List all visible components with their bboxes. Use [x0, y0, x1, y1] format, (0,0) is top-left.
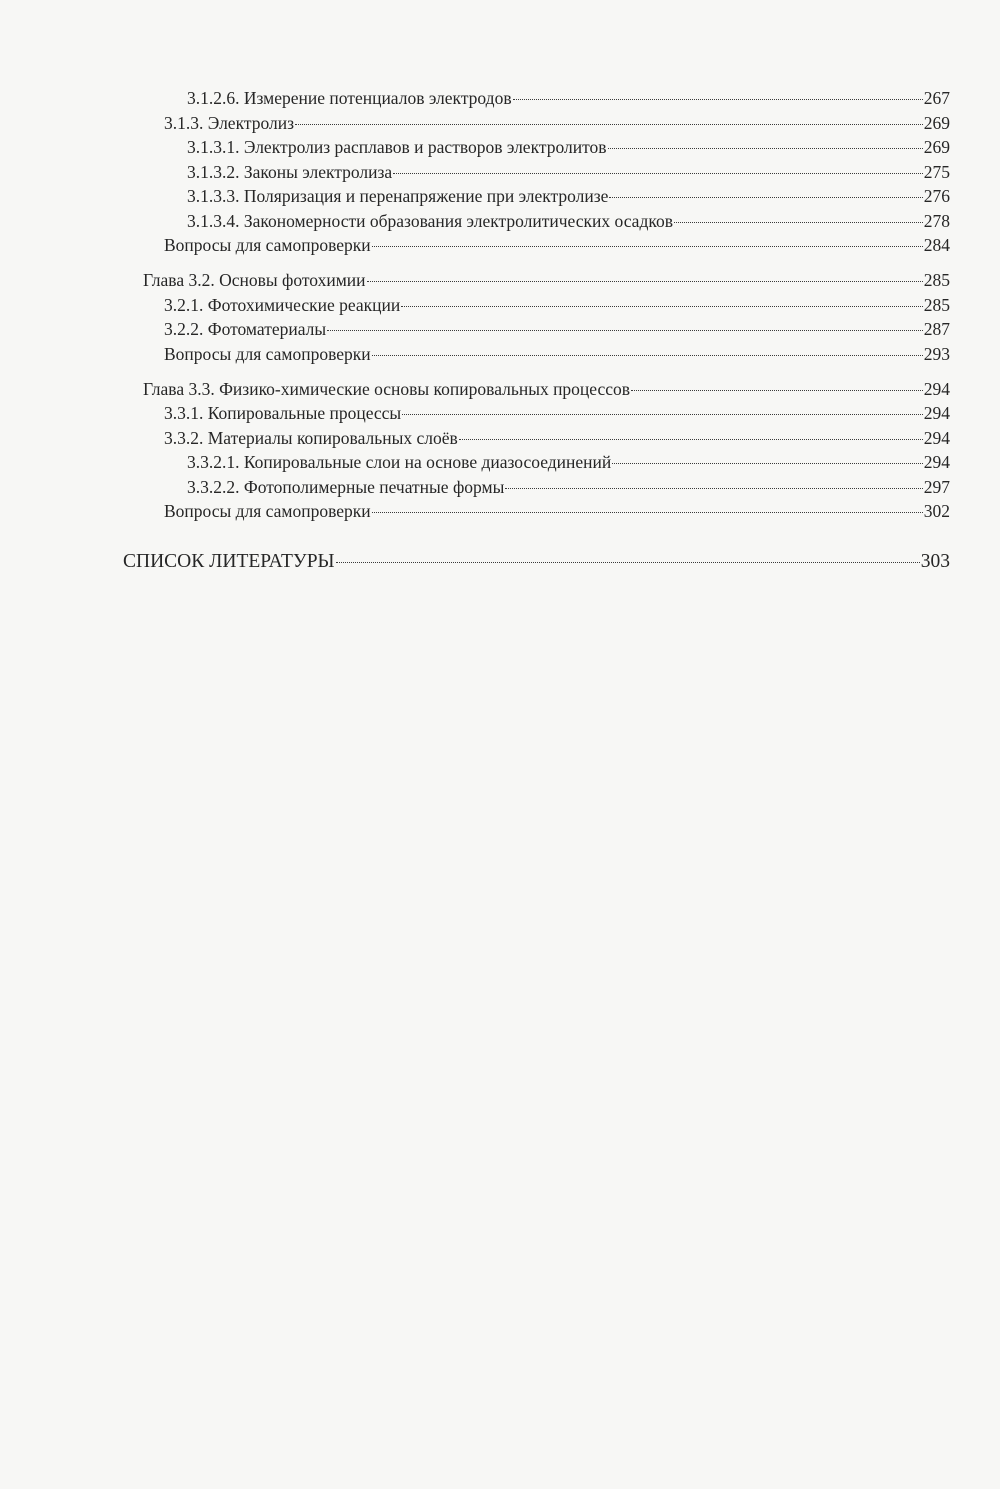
toc-entry — [187, 209, 950, 233]
toc-entry — [143, 377, 950, 401]
dot-leader — [336, 562, 920, 563]
toc-entry-page: 267 — [923, 88, 950, 108]
dot-leader — [327, 330, 923, 331]
dot-leader — [393, 173, 923, 174]
toc-entry-title: СПИСОК ЛИТЕРАТУРЫ — [123, 551, 335, 572]
dot-leader — [459, 439, 923, 440]
toc-entry-page: 294 — [923, 452, 950, 472]
toc-entry-title: 3.1.3.3. Поляризация и перенапряжение при электролизе — [187, 186, 609, 206]
dot-leader — [372, 512, 923, 513]
toc-entry-title: 3.1.3.2. Законы электролиза — [187, 162, 393, 182]
toc-entry — [187, 135, 950, 159]
toc-entry-title: 3.3.2.2. Фотополимерные печатные формы — [187, 477, 505, 497]
toc-entry-page: 294 — [923, 403, 950, 423]
toc-entry — [187, 184, 950, 208]
dot-leader — [513, 99, 923, 100]
toc-entry-title: 3.1.3.4. Закономерности образования электролитических осадков — [187, 211, 673, 231]
toc-entry-page: 297 — [923, 477, 950, 497]
toc-entry-page: 287 — [923, 319, 950, 339]
toc-entry-page: 269 — [923, 137, 950, 157]
dot-leader — [612, 463, 922, 464]
dot-leader — [631, 390, 923, 391]
toc-entry-title: 3.3.1. Копировальные процессы — [164, 403, 402, 423]
toc-entry-page: 275 — [923, 162, 950, 182]
toc-entry — [187, 86, 950, 110]
toc-entry-title: Глава 3.3. Физико-химические основы копировальных процессов — [143, 379, 631, 399]
toc-entry-page: 278 — [923, 211, 950, 231]
dot-leader — [505, 488, 922, 489]
toc-entry-page: 294 — [923, 379, 950, 399]
toc-entry — [187, 475, 950, 499]
toc-entry — [164, 293, 950, 317]
toc-entry-page: 303 — [920, 551, 950, 572]
toc-entry-title: 3.1.3. Электролиз — [164, 113, 294, 133]
toc-entry-page: 285 — [923, 295, 950, 315]
toc-entry-page: 276 — [923, 186, 950, 206]
toc-entry-page: 284 — [923, 235, 950, 255]
toc-entry — [164, 111, 950, 135]
toc-entry — [164, 401, 950, 425]
toc-entry-page: 269 — [923, 113, 950, 133]
toc-entry-title: 3.2.2. Фотоматериалы — [164, 319, 327, 339]
dot-leader — [372, 355, 923, 356]
toc-entry-title: 3.2.1. Фотохимические реакции — [164, 295, 401, 315]
toc-entry — [164, 317, 950, 341]
toc-entry-page: 302 — [923, 501, 950, 521]
toc-entry-title: Вопросы для самопроверки — [164, 501, 371, 521]
toc-entry-page: 294 — [923, 428, 950, 448]
toc-entry-title: Вопросы для самопроверки — [164, 235, 371, 255]
dot-leader — [608, 148, 923, 149]
dot-leader — [674, 222, 923, 223]
toc-entry — [164, 499, 950, 523]
toc-entry-title: Глава 3.2. Основы фотохимии — [143, 270, 366, 290]
dot-leader — [609, 197, 922, 198]
toc-entry-title: 3.1.3.1. Электролиз расплавов и растворов электролитов — [187, 137, 607, 157]
toc-entry-page: 293 — [923, 344, 950, 364]
dot-leader — [372, 246, 923, 247]
toc-entry — [164, 426, 950, 450]
toc-entry-page: 285 — [923, 270, 950, 290]
toc-entry-title: 3.3.2. Материалы копировальных слоёв — [164, 428, 458, 448]
toc-entry-title: 3.3.2.1. Копировальные слои на основе диазосоединений — [187, 452, 612, 472]
toc-entry — [164, 342, 950, 366]
dot-leader — [401, 306, 922, 307]
toc-entry — [187, 160, 950, 184]
toc-entry-title: 3.1.2.6. Измерение потенциалов электродов — [187, 88, 512, 108]
toc-entry — [143, 268, 950, 292]
dot-leader — [295, 124, 923, 125]
toc-entry — [123, 549, 950, 575]
dot-leader — [402, 414, 923, 415]
dot-leader — [367, 281, 923, 282]
toc-entry-title: Вопросы для самопроверки — [164, 344, 371, 364]
toc-entry — [187, 450, 950, 474]
toc-entry — [164, 233, 950, 257]
